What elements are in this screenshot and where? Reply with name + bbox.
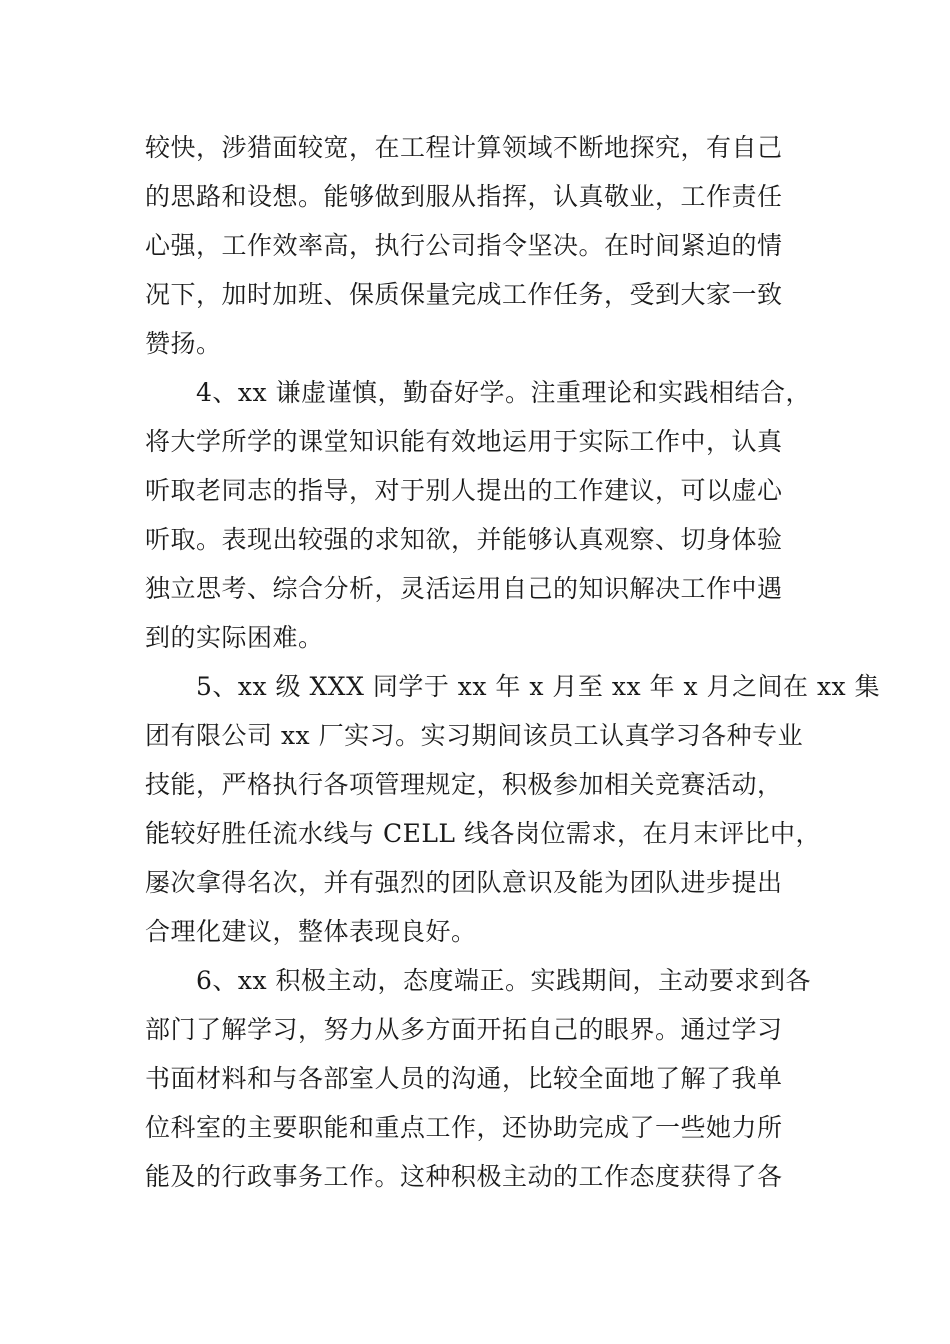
paragraph-line: 技能，严格执行各项管理规定，积极参加相关竞赛活动， bbox=[145, 770, 783, 799]
paragraph-line: 部门了解学习，努力从多方面开拓自己的眼界。通过学习 bbox=[145, 1015, 783, 1044]
paragraph-line: 听取。表现出较强的求知欲，并能够认真观察、切身体验 bbox=[145, 525, 783, 554]
paragraph-line: 的思路和设想。能够做到服从指挥，认真敬业，工作责任 bbox=[145, 182, 783, 211]
paragraph-6-first-line: 6、xx 积极主动，态度端正。实践期间，主动要求到各 bbox=[196, 966, 812, 995]
paragraph-line: 屡次拿得名次，并有强烈的团队意识及能为团队进步提出 bbox=[145, 868, 783, 897]
paragraph-line: 能及的行政事务工作。这种积极主动的工作态度获得了各 bbox=[145, 1162, 783, 1191]
paragraph-line: 位科室的主要职能和重点工作，还协助完成了一些她力所 bbox=[145, 1113, 783, 1142]
paragraph-line: 书面材料和与各部室人员的沟通，比较全面地了解了我单 bbox=[145, 1064, 783, 1093]
paragraph-line: 赞扬。 bbox=[145, 329, 222, 358]
paragraph-line: 况下，加时加班、保质保量完成工作任务，受到大家一致 bbox=[145, 280, 783, 309]
paragraph-line: 较快，涉猎面较宽，在工程计算领域不断地探究，有自己 bbox=[145, 133, 783, 162]
paragraph-line: 独立思考、综合分析，灵活运用自己的知识解决工作中遇 bbox=[145, 574, 783, 603]
paragraph-line: 将大学所学的课堂知识能有效地运用于实际工作中，认真 bbox=[145, 427, 783, 456]
paragraph-line: 心强，工作效率高，执行公司指令坚决。在时间紧迫的情 bbox=[145, 231, 783, 260]
paragraph-line: 能较好胜任流水线与 CELL 线各岗位需求，在月末评比中， bbox=[145, 819, 821, 848]
paragraph-line: 到的实际困难。 bbox=[145, 623, 324, 652]
document-body bbox=[145, 123, 881, 1201]
paragraph-line: 合理化建议，整体表现良好。 bbox=[145, 917, 477, 946]
paragraph-line: 团有限公司 xx 厂实习。实习期间该员工认真学习各种专业 bbox=[145, 721, 804, 750]
paragraph-4-first-line: 4、xx 谦虚谨慎，勤奋好学。注重理论和实践相结合， bbox=[196, 378, 812, 407]
paragraph-line: 听取老同志的指导，对于别人提出的工作建议，可以虚心 bbox=[145, 476, 783, 505]
paragraph-5-first-line: 5、xx 级 XXX 同学于 xx 年 x 月至 xx 年 x 月之间在 xx 集 bbox=[196, 672, 881, 701]
